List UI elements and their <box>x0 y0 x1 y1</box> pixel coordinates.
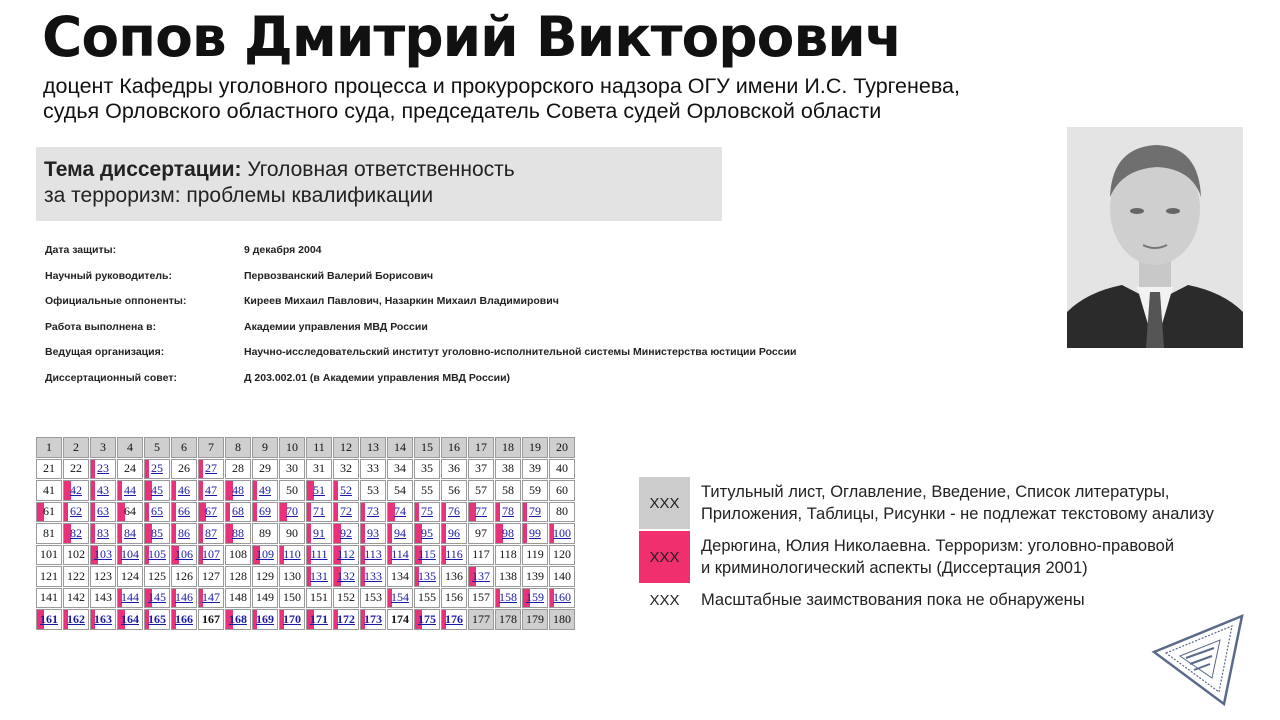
page-cell-37: 37 <box>468 459 494 480</box>
page-cell-17: 17 <box>468 437 494 458</box>
page-cell-135[interactable]: 135 <box>414 566 440 587</box>
page-cell-132[interactable]: 132 <box>333 566 359 587</box>
page-cell-151: 151 <box>306 588 332 609</box>
page-cell-112[interactable]: 112 <box>333 545 359 566</box>
page-cell-63[interactable]: 63 <box>90 502 116 523</box>
page-cell-3: 3 <box>90 437 116 458</box>
page-cell-65[interactable]: 65 <box>144 502 170 523</box>
page-cell-5: 5 <box>144 437 170 458</box>
page-cell-36: 36 <box>441 459 467 480</box>
legend-text-line: Приложения, Таблицы, Рисунки - не подлежат текстовому анализу <box>701 505 1214 523</box>
page-cell-117: 117 <box>468 545 494 566</box>
page-cell-115[interactable]: 115 <box>414 545 440 566</box>
info-key: Работа выполнена в: <box>45 320 157 333</box>
page-cell-102: 102 <box>63 545 89 566</box>
page-cell-130: 130 <box>279 566 305 587</box>
page-cell-126: 126 <box>171 566 197 587</box>
page-cell-160[interactable]: 160 <box>549 588 575 609</box>
page-cell-86[interactable]: 86 <box>171 523 197 544</box>
page-cell-180: 180 <box>549 609 575 630</box>
page-cell-19: 19 <box>522 437 548 458</box>
page-cell-103[interactable]: 103 <box>90 545 116 566</box>
page-cell-12: 12 <box>333 437 359 458</box>
page-cell-97: 97 <box>468 523 494 544</box>
page-cell-76[interactable]: 76 <box>441 502 467 523</box>
page-cell-162[interactable]: 162 <box>63 609 89 630</box>
page-cell-144[interactable]: 144 <box>117 588 143 609</box>
page-cell-127: 127 <box>198 566 224 587</box>
page-cell-96[interactable]: 96 <box>441 523 467 544</box>
page-cell-107[interactable]: 107 <box>198 545 224 566</box>
page-cell-169[interactable]: 169 <box>252 609 278 630</box>
page-cell-153: 153 <box>360 588 386 609</box>
page-cell-176[interactable]: 176 <box>441 609 467 630</box>
page-cell-154[interactable]: 154 <box>387 588 413 609</box>
page-cell-67[interactable]: 67 <box>198 502 224 523</box>
page-cell-45[interactable]: 45 <box>144 480 170 501</box>
page-cell-140: 140 <box>549 566 575 587</box>
page-cell-157: 157 <box>468 588 494 609</box>
page-cell-4: 4 <box>117 437 143 458</box>
page-cell-124: 124 <box>117 566 143 587</box>
page-cell-168[interactable]: 168 <box>225 609 251 630</box>
page-cell-137[interactable]: 137 <box>468 566 494 587</box>
legend-text <box>701 535 1261 579</box>
page-cell-166[interactable]: 166 <box>171 609 197 630</box>
page-cell-125: 125 <box>144 566 170 587</box>
page-cell-80: 80 <box>549 502 575 523</box>
page-cell-145[interactable]: 145 <box>144 588 170 609</box>
page-cell-68[interactable]: 68 <box>225 502 251 523</box>
person-position <box>43 74 1083 124</box>
legend-swatch-gray: XXX <box>639 477 690 529</box>
page-cell-14: 14 <box>387 437 413 458</box>
page-cell-42[interactable]: 42 <box>63 480 89 501</box>
page-cell-25[interactable]: 25 <box>144 459 170 480</box>
page-cell-1: 1 <box>36 437 62 458</box>
legend-swatch-white: XXX <box>639 585 690 615</box>
legend-text <box>701 589 1261 611</box>
page-cell-28: 28 <box>225 459 251 480</box>
info-key: Научный руководитель: <box>45 269 172 282</box>
page-cell-81: 81 <box>36 523 62 544</box>
page-cell-2: 2 <box>63 437 89 458</box>
page-cell-30: 30 <box>279 459 305 480</box>
page-cell-51[interactable]: 51 <box>306 480 332 501</box>
page-cell-163[interactable]: 163 <box>90 609 116 630</box>
legend-row-excluded <box>639 477 1259 531</box>
page-cell-100[interactable]: 100 <box>549 523 575 544</box>
page-cell-139: 139 <box>522 566 548 587</box>
page-cell-99[interactable]: 99 <box>522 523 548 544</box>
page-cell-11: 11 <box>306 437 332 458</box>
page-cell-147[interactable]: 147 <box>198 588 224 609</box>
page-cell-79[interactable]: 79 <box>522 502 548 523</box>
page-cell-53: 53 <box>360 480 386 501</box>
page-cell-8: 8 <box>225 437 251 458</box>
page-cell-82[interactable]: 82 <box>63 523 89 544</box>
page-cell-131[interactable]: 131 <box>306 566 332 587</box>
page-cell-62[interactable]: 62 <box>63 502 89 523</box>
page-cell-60: 60 <box>549 480 575 501</box>
page-cell-165[interactable]: 165 <box>144 609 170 630</box>
page-cell-173[interactable]: 173 <box>360 609 386 630</box>
page-cell-38: 38 <box>495 459 521 480</box>
info-value: Д 203.002.01 (в Академии управления МВД России) <box>244 371 511 384</box>
page-cell-23[interactable]: 23 <box>90 459 116 480</box>
page-cell-54: 54 <box>387 480 413 501</box>
position-line-2: судья Орловского областного суда, председатель Совета судей Орловской области <box>43 99 882 123</box>
page-cell-18: 18 <box>495 437 521 458</box>
legend-text-line: Титульный лист, Оглавление, Введение, Список литературы, <box>701 483 1170 501</box>
page-cell-10: 10 <box>279 437 305 458</box>
legend-text <box>701 481 1261 525</box>
info-value: Первозванский Валерий Борисович <box>244 269 434 282</box>
page-cell-111[interactable]: 111 <box>306 545 332 566</box>
dissernet-stamp-logo <box>1150 612 1246 708</box>
page-cell-22: 22 <box>63 459 89 480</box>
page-cell-129: 129 <box>252 566 278 587</box>
page-cell-143: 143 <box>90 588 116 609</box>
page-cell-171[interactable]: 171 <box>306 609 332 630</box>
page-cell-110[interactable]: 110 <box>279 545 305 566</box>
page-cell-156: 156 <box>441 588 467 609</box>
page-cell-85[interactable]: 85 <box>144 523 170 544</box>
page-cell-136: 136 <box>441 566 467 587</box>
person-name: Сопов Дмитрий Викторович <box>42 5 902 69</box>
page-cell-170[interactable]: 170 <box>279 609 305 630</box>
page-cell-134: 134 <box>387 566 413 587</box>
page-cell-94[interactable]: 94 <box>387 523 413 544</box>
page-cell-87[interactable]: 87 <box>198 523 224 544</box>
page-cell-98[interactable]: 98 <box>495 523 521 544</box>
page-cell-167: 167 <box>198 609 224 630</box>
person-photo <box>1067 127 1243 348</box>
page-cell-24: 24 <box>117 459 143 480</box>
page-cell-116[interactable]: 116 <box>441 545 467 566</box>
page-cell-177: 177 <box>468 609 494 630</box>
page-cell-161[interactable]: 161 <box>36 609 62 630</box>
portrait-image <box>1067 127 1243 348</box>
info-key: Дата защиты: <box>45 244 117 256</box>
page-cell-119: 119 <box>522 545 548 566</box>
page-cell-29: 29 <box>252 459 278 480</box>
page-cell-90: 90 <box>279 523 305 544</box>
page-cell-175[interactable]: 175 <box>414 609 440 630</box>
page-cell-133[interactable]: 133 <box>360 566 386 587</box>
page-cell-104[interactable]: 104 <box>117 545 143 566</box>
page-cell-91[interactable]: 91 <box>306 523 332 544</box>
page-cell-128: 128 <box>225 566 251 587</box>
page-cell-21: 21 <box>36 459 62 480</box>
page-cell-106[interactable]: 106 <box>171 545 197 566</box>
page-cell-172[interactable]: 172 <box>333 609 359 630</box>
page-cell-108: 108 <box>225 545 251 566</box>
page-cell-138: 138 <box>495 566 521 587</box>
page-cell-84[interactable]: 84 <box>117 523 143 544</box>
page-cell-122: 122 <box>63 566 89 587</box>
page-cell-83[interactable]: 83 <box>90 523 116 544</box>
page-cell-95[interactable]: 95 <box>414 523 440 544</box>
page-cell-174: 174 <box>387 609 413 630</box>
page-cell-57: 57 <box>468 480 494 501</box>
page-cell-58: 58 <box>495 480 521 501</box>
page-cell-70[interactable]: 70 <box>279 502 305 523</box>
page-cell-15: 15 <box>414 437 440 458</box>
page-cell-146[interactable]: 146 <box>171 588 197 609</box>
legend-swatch-pink: XXX <box>639 531 690 583</box>
page-cell-40: 40 <box>549 459 575 480</box>
theme-text-line-2: за терроризм: проблемы квалификации <box>44 184 434 207</box>
page-cell-16: 16 <box>441 437 467 458</box>
page-cell-178: 178 <box>495 609 521 630</box>
page-cell-32: 32 <box>333 459 359 480</box>
page-cell-113[interactable]: 113 <box>360 545 386 566</box>
info-key: Официальные оппоненты: <box>45 295 187 307</box>
page-cell-50: 50 <box>279 480 305 501</box>
page-cell-46[interactable]: 46 <box>171 480 197 501</box>
page-cell-148: 148 <box>225 588 251 609</box>
page-cell-123: 123 <box>90 566 116 587</box>
page-cell-114[interactable]: 114 <box>387 545 413 566</box>
page-cell-41: 41 <box>36 480 62 501</box>
page-cell-34: 34 <box>387 459 413 480</box>
page-cell-69[interactable]: 69 <box>252 502 278 523</box>
page-cell-56: 56 <box>441 480 467 501</box>
info-key: Ведущая организация: <box>45 346 165 358</box>
page-cell-55: 55 <box>414 480 440 501</box>
page-cell-72[interactable]: 72 <box>333 502 359 523</box>
dissertation-theme-box <box>36 147 722 221</box>
page-cell-59: 59 <box>522 480 548 501</box>
position-line-1: доцент Кафедры уголовного процесса и прокурорского надзора ОГУ имени И.С. Тургенева, <box>43 74 960 98</box>
page-cell-27[interactable]: 27 <box>198 459 224 480</box>
page-cell-39: 39 <box>522 459 548 480</box>
info-value: Киреев Михаил Павлович, Назаркин Михаил Владимирович <box>244 295 559 307</box>
page-cell-61: 61 <box>36 502 62 523</box>
page-cell-44[interactable]: 44 <box>117 480 143 501</box>
page-cell-66[interactable]: 66 <box>171 502 197 523</box>
page-cell-158[interactable]: 158 <box>495 588 521 609</box>
page-cell-121: 121 <box>36 566 62 587</box>
legend-row-source <box>639 531 1259 585</box>
page-cell-88[interactable]: 88 <box>225 523 251 544</box>
page-cell-49[interactable]: 49 <box>252 480 278 501</box>
page-cell-77[interactable]: 77 <box>468 502 494 523</box>
page-cell-149: 149 <box>252 588 278 609</box>
legend-text-line: Масштабные заимствования пока не обнаружены <box>701 591 1085 609</box>
info-value: Научно-исследовательский институт уголовно-исполнительной системы Министерства юстиции России <box>244 346 797 358</box>
page-cell-52[interactable]: 52 <box>333 480 359 501</box>
page-cell-7: 7 <box>198 437 224 458</box>
page-cell-142: 142 <box>63 588 89 609</box>
page-cell-6: 6 <box>171 437 197 458</box>
page-cell-120: 120 <box>549 545 575 566</box>
page-cell-75[interactable]: 75 <box>414 502 440 523</box>
page-cell-152: 152 <box>333 588 359 609</box>
page-cell-78[interactable]: 78 <box>495 502 521 523</box>
page-cell-73[interactable]: 73 <box>360 502 386 523</box>
theme-text-line-1: Уголовная ответственность <box>247 158 515 181</box>
page-cell-93[interactable]: 93 <box>360 523 386 544</box>
page-cell-48[interactable]: 48 <box>225 480 251 501</box>
legend <box>639 477 1259 619</box>
page-cell-92[interactable]: 92 <box>333 523 359 544</box>
page-cell-179: 179 <box>522 609 548 630</box>
page-cell-47[interactable]: 47 <box>198 480 224 501</box>
page-cell-43[interactable]: 43 <box>90 480 116 501</box>
legend-text-line: Дерюгина, Юлия Николаевна. Терроризм: уголовно-правовой <box>701 537 1175 555</box>
page-cell-31: 31 <box>306 459 332 480</box>
info-key: Диссертационный совет: <box>45 371 177 384</box>
page-cell-74[interactable]: 74 <box>387 502 413 523</box>
page-cell-141: 141 <box>36 588 62 609</box>
page-cell-89: 89 <box>252 523 278 544</box>
info-value: 9 декабря 2004 <box>244 244 322 256</box>
page-grid <box>36 437 576 631</box>
page-cell-150: 150 <box>279 588 305 609</box>
page-cell-35: 35 <box>414 459 440 480</box>
page-cell-101: 101 <box>36 545 62 566</box>
page-cell-105[interactable]: 105 <box>144 545 170 566</box>
page-cell-155: 155 <box>414 588 440 609</box>
page-cell-33: 33 <box>360 459 386 480</box>
info-value: Академии управления МВД России <box>244 320 428 333</box>
page-cell-159[interactable]: 159 <box>522 588 548 609</box>
page-cell-164[interactable]: 164 <box>117 609 143 630</box>
page-cell-109[interactable]: 109 <box>252 545 278 566</box>
page-cell-9: 9 <box>252 437 278 458</box>
page-cell-118: 118 <box>495 545 521 566</box>
page-cell-13: 13 <box>360 437 386 458</box>
page-cell-64: 64 <box>117 502 143 523</box>
page-cell-71[interactable]: 71 <box>306 502 332 523</box>
legend-text-line: и криминологический аспекты (Диссертация 2001) <box>701 559 1088 577</box>
page-cell-20: 20 <box>549 437 575 458</box>
theme-label: Тема диссертации: <box>44 158 242 181</box>
page-cell-26: 26 <box>171 459 197 480</box>
